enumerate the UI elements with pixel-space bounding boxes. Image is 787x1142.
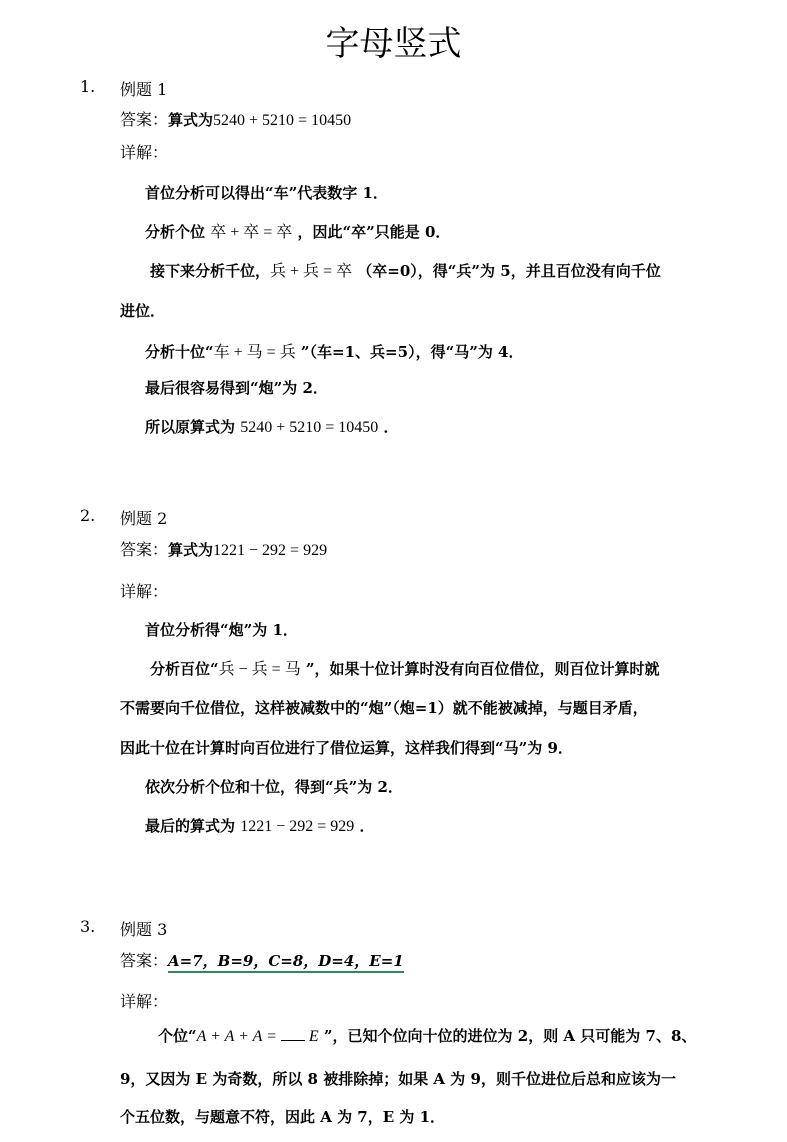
answer-label: 答案： xyxy=(120,540,169,559)
detail-label: 详解： xyxy=(120,992,169,1011)
answer-bold: A=7，B=9，C=8，D=4，E=1 xyxy=(168,952,404,973)
detail-line: 分析个位 卒 + 卒 = 卒 ，因此“卒”只能是 0． xyxy=(145,223,451,241)
detail-line: 接下来分析千位，兵 + 兵 = 卒 （卒=0），得“兵”为 5，并且百位没有向千位 xyxy=(150,262,661,280)
detail-label: 详解： xyxy=(120,582,169,601)
answer-bold: 算式为 xyxy=(168,111,214,129)
answer-label: 答案： xyxy=(120,110,169,129)
problem-number: 2. xyxy=(80,506,96,525)
answer-equation: 5240 + 5210 = 10450 xyxy=(213,112,352,129)
answer-line xyxy=(120,537,327,560)
answer-label: 答案： xyxy=(120,951,169,970)
detail-line: 首位分析可以得出“车”代表数字 1． xyxy=(145,184,388,202)
detail-line: 最后的算式为 1221 − 292 = 929 ． xyxy=(145,817,375,835)
answer-equation: 1221 − 292 = 929 xyxy=(213,542,328,559)
detail-line: 个位“A + A + A = E ”，已知个位向十位的进位为 2，则 A 只可能为 7、8、 xyxy=(158,1027,697,1045)
detail-line: 最后很容易得到“炮”为 2． xyxy=(145,379,328,397)
answer-bold: 算式为 xyxy=(168,541,214,559)
problem-number: 1. xyxy=(80,77,96,96)
problem-heading: 例题 3 xyxy=(120,920,168,939)
detail-line: 进位． xyxy=(120,302,166,320)
detail-label: 详解： xyxy=(120,143,169,162)
detail-line: 依次分析个位和十位，得到“兵”为 2． xyxy=(145,778,403,796)
problem-heading: 例题 2 xyxy=(120,509,168,528)
detail-line: 分析十位“车 + 马 = 兵 ”（车=1、兵=5），得“马”为 4． xyxy=(145,343,524,361)
problem-heading: 例题 1 xyxy=(120,80,168,99)
detail-line: 因此十位在计算时向百位进行了借位运算，这样我们得到“马”为 9． xyxy=(120,739,573,757)
detail-line: 分析百位“兵 − 兵 = 马 ”，如果十位计算时没有向百位借位，则百位计算时就 xyxy=(150,660,660,678)
detail-line: 所以原算式为 5240 + 5210 = 10450 ． xyxy=(145,418,399,436)
problem-number: 3. xyxy=(80,917,96,936)
detail-line: 首位分析得“炮”为 1． xyxy=(145,621,298,639)
detail-line: 个五位数，与题意不符，因此 A 为 7，E 为 1． xyxy=(120,1108,446,1126)
detail-line: 不需要向千位借位，这样被减数中的“炮”（炮=1）就不能被减掉，与题目矛盾， xyxy=(120,699,648,717)
page-title: 字母竖式 xyxy=(325,24,462,64)
answer-line xyxy=(120,948,404,971)
detail-line: 9，又因为 E 为奇数，所以 8 被排除掉；如果 A 为 9，则千位进位后总和应该为一 xyxy=(120,1070,676,1088)
answer-line xyxy=(120,107,351,130)
